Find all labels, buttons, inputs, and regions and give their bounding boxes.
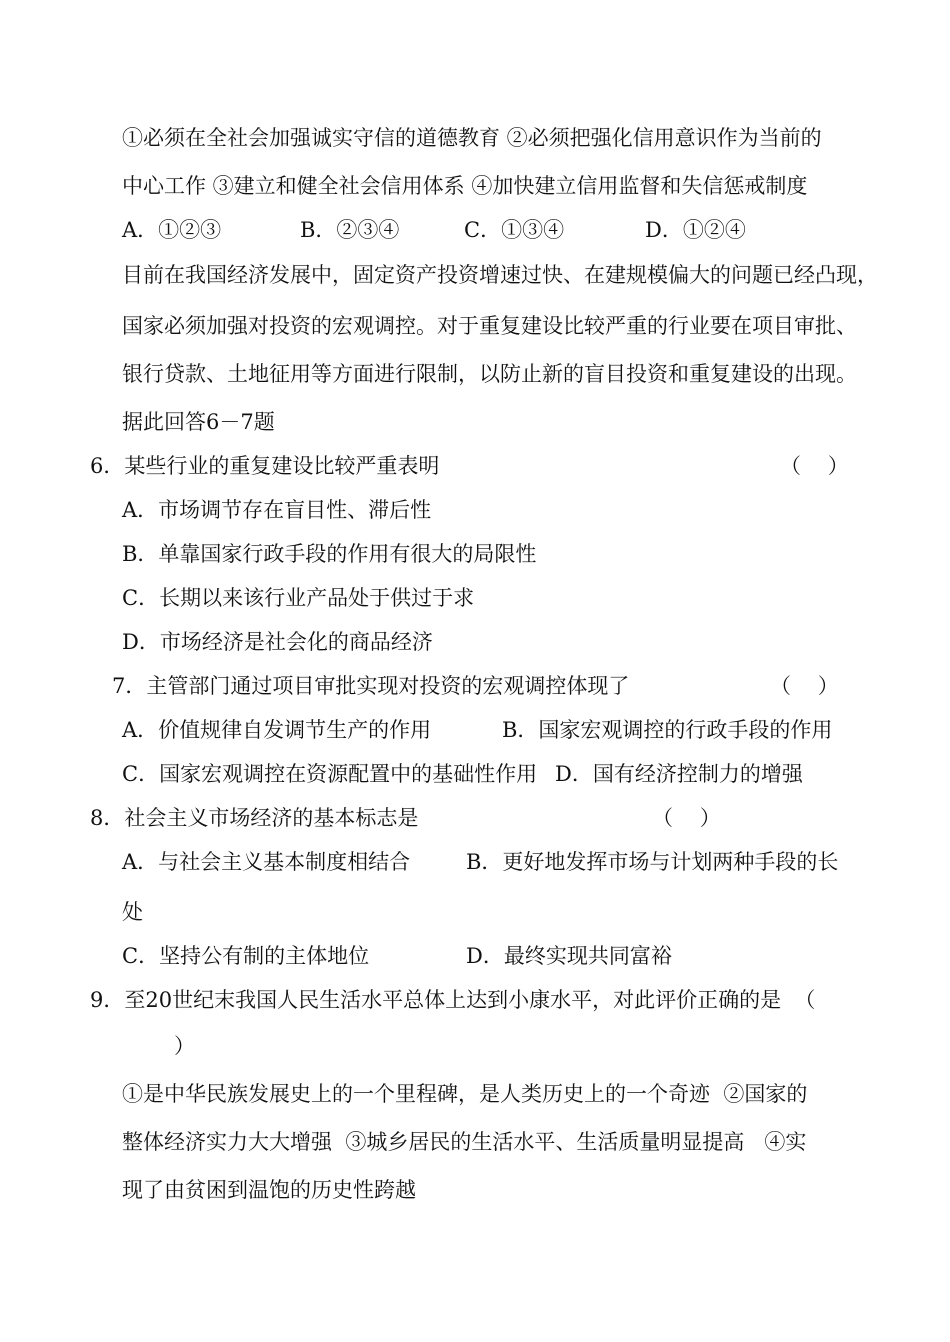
q8-option-b-continued: 处 [122, 900, 143, 924]
q9-statements-line-3: 现了由贫困到温饱的历史性跨越 [122, 1178, 416, 1202]
q5-option-a: A．①②③ [122, 218, 222, 242]
q5-option-b: B．②③④ [300, 218, 400, 242]
q6-answer-bracket: （ ） [780, 454, 849, 478]
q5-statements-line-1: ①必须在全社会加强诚实守信的道德教育 ②必须把强化信用意识作为当前的 [122, 126, 822, 150]
passage-line-2: 国家必须加强对投资的宏观调控。对于重复建设比较严重的行业要在项目审批、 [122, 314, 857, 338]
q6-option-d: D．市场经济是社会化的商品经济 [122, 630, 433, 654]
passage-line-1: 目前在我国经济发展中，固定资产投资增速过快、在建规模偏大的问题已经凸现， [122, 263, 878, 287]
q7-option-d: D．国有经济控制力的增强 [555, 762, 803, 786]
q5-option-c: C．①③④ [464, 218, 565, 242]
q7-answer-bracket: （ ） [770, 674, 839, 698]
q9-statements-line-1: ①是中华民族发展史上的一个里程碑，是人类历史上的一个奇迹 ②国家的 [122, 1082, 808, 1106]
q5-statements-line-2: 中心工作 ③建立和健全社会信用体系 ④加快建立信用监督和失信惩戒制度 [122, 174, 808, 198]
q9-statements-line-2: 整体经济实力大大增强 ③城乡居民的生活水平、生活质量明显提高 ④实 [122, 1130, 807, 1154]
q7-option-a: A．价值规律自发调节生产的作用 [122, 718, 432, 742]
q7-stem: 7．主管部门通过项目审批实现对投资的宏观调控体现了 [112, 674, 630, 698]
q7-option-c: C．国家宏观调控在资源配置中的基础性作用 [122, 762, 538, 786]
q8-option-c: C．坚持公有制的主体地位 [122, 944, 370, 968]
q9-stem: 9．至20世纪末我国人民生活水平总体上达到小康水平，对此评价正确的是 （ [90, 988, 816, 1012]
q8-stem: 8．社会主义市场经济的基本标志是 [90, 806, 419, 830]
q7-option-b: B．国家宏观调控的行政手段的作用 [502, 718, 833, 742]
passage-line-3: 银行贷款、土地征用等方面进行限制，以防止新的盲目投资和重复建设的出现。 [122, 362, 857, 386]
q8-option-b: B．更好地发挥市场与计划两种手段的长 [466, 850, 839, 874]
q5-option-d: D．①②④ [645, 218, 746, 242]
q6-option-c: C．长期以来该行业产品处于供过于求 [122, 586, 475, 610]
q9-answer-bracket-close: ） [174, 1034, 195, 1058]
q6-option-a: A．市场调节存在盲目性、滞后性 [122, 498, 432, 522]
q8-option-a: A．与社会主义基本制度相结合 [122, 850, 411, 874]
q6-stem: 6．某些行业的重复建设比较严重表明 [90, 454, 440, 478]
q8-answer-bracket: （ ） [652, 806, 721, 830]
q8-option-d: D．最终实现共同富裕 [466, 944, 672, 968]
passage-line-4: 据此回答6－7题 [122, 410, 275, 434]
q6-option-b: B．单靠国家行政手段的作用有很大的局限性 [122, 542, 537, 566]
